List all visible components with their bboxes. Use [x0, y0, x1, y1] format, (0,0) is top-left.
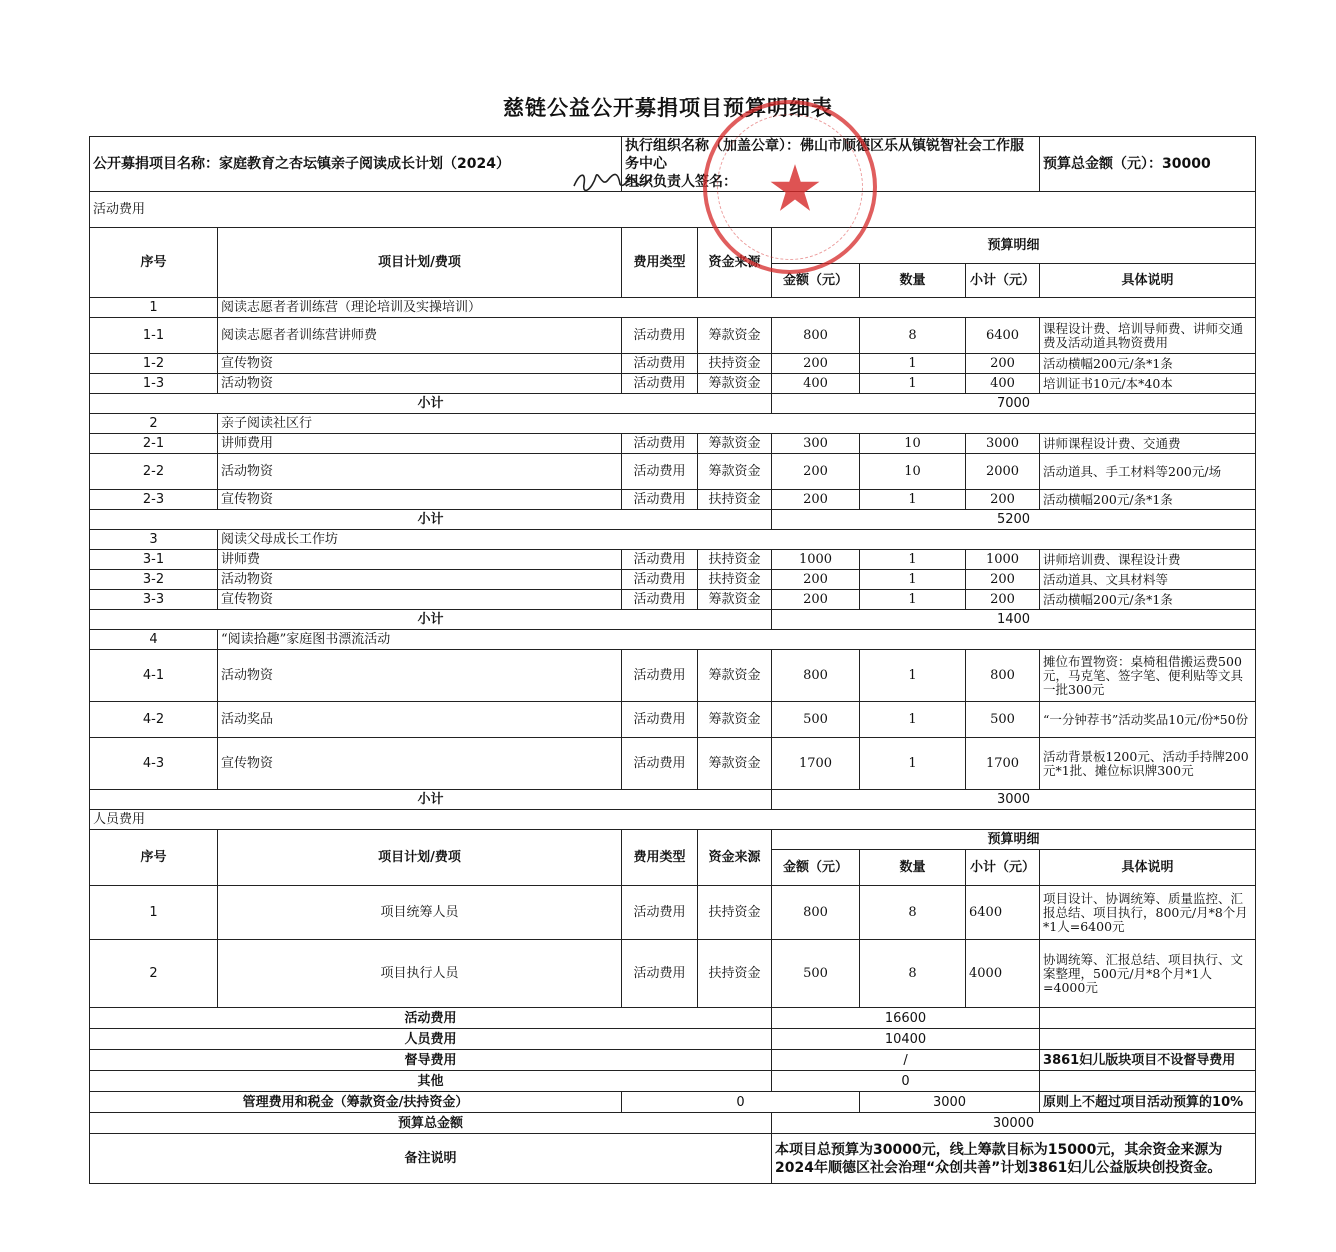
row-type: 活动费用: [622, 650, 698, 702]
row-type: 活动费用: [622, 374, 698, 394]
row-desc: 项目设计、协调统筹、质量监控、汇报总结、项目执行，800元/月*8个月*1人=6400元: [1040, 886, 1256, 940]
row-amount: 1000: [772, 550, 860, 570]
row-type: 活动费用: [622, 490, 698, 510]
subtotal-value: 5200: [772, 510, 1256, 530]
row-source: 筹款资金: [698, 650, 772, 702]
row-source: 筹款资金: [698, 318, 772, 354]
row-amount: 500: [772, 940, 860, 1008]
row-seq: 2-2: [90, 454, 218, 490]
row-type: 活动费用: [622, 550, 698, 570]
table-row: [90, 318, 1256, 354]
subtotal-value: 7000: [772, 394, 1256, 414]
col-amount: 金额（元）: [772, 264, 860, 298]
row-type: 活动费用: [622, 354, 698, 374]
summary-value: 16600: [772, 1008, 1040, 1029]
row-amount: 200: [772, 454, 860, 490]
row-subtotal: 400: [966, 374, 1040, 394]
row-item: 宣传物资: [218, 354, 622, 374]
summary-label: 其他: [90, 1071, 772, 1092]
org-cell: [622, 137, 1040, 192]
row-item: 活动物资: [218, 454, 622, 490]
row-source: 扶持资金: [698, 940, 772, 1008]
row-desc: “一分钟荐书”活动奖品10元/份*50份: [1040, 702, 1256, 738]
subtotal-row: [90, 790, 1256, 810]
mgmt-support-value: 3000: [860, 1092, 1040, 1113]
row-qty: 10: [860, 454, 966, 490]
table-row: [90, 550, 1256, 570]
row-amount: 1700: [772, 738, 860, 790]
row-item: 宣传物资: [218, 738, 622, 790]
summary-note: [1040, 1008, 1256, 1029]
page-title: 慈链公益公开募捐项目预算明细表: [503, 96, 833, 120]
personnel-section-label: 人员费用: [90, 810, 1256, 830]
row-qty: 1: [860, 354, 966, 374]
remark-row: [90, 1134, 1256, 1184]
summary-label: 管理费用和税金（筹款资金/扶持资金）: [90, 1092, 622, 1113]
row-desc: 摊位布置物资：桌椅租借搬运费500元，马克笔、签字笔、便利贴等文具一批300元: [1040, 650, 1256, 702]
summary-row: [90, 1029, 1256, 1050]
group-name: “阅读拾趣”家庭图书漂流活动: [218, 630, 1256, 650]
row-seq: 4-1: [90, 650, 218, 702]
row-desc: 讲师培训费、课程设计费: [1040, 550, 1256, 570]
row-type: 活动费用: [622, 570, 698, 590]
group-name: 亲子阅读社区行: [218, 414, 1256, 434]
group-row: [90, 298, 1256, 318]
col-seq: 序号: [90, 830, 218, 886]
row-amount: 500: [772, 702, 860, 738]
group-name: 阅读父母成长工作坊: [218, 530, 1256, 550]
col-item: 项目计划/费项: [218, 228, 622, 298]
summary-note: [1040, 1071, 1256, 1092]
row-amount: 800: [772, 650, 860, 702]
row-desc: 课程设计费、培训导师费、讲师交通费及活动道具物资费用: [1040, 318, 1256, 354]
row-item: 宣传物资: [218, 590, 622, 610]
row-amount: 200: [772, 590, 860, 610]
row-amount: 800: [772, 318, 860, 354]
row-source: 筹款资金: [698, 590, 772, 610]
table-row: [90, 454, 1256, 490]
group-row: [90, 530, 1256, 550]
group-seq: 4: [90, 630, 218, 650]
row-subtotal: 200: [966, 490, 1040, 510]
row-item: 项目统筹人员: [218, 886, 622, 940]
row-source: 筹款资金: [698, 738, 772, 790]
col-item: 项目计划/费项: [218, 830, 622, 886]
group-name: 阅读志愿者者训练营（理论培训及实操培训）: [218, 298, 1256, 318]
subtotal-label: 小计: [90, 394, 772, 414]
row-source: 筹款资金: [698, 374, 772, 394]
table-row: [90, 702, 1256, 738]
row-seq: 4-3: [90, 738, 218, 790]
row-source: 扶持资金: [698, 550, 772, 570]
row-source: 扶持资金: [698, 886, 772, 940]
remark-text: 本项目总预算为30000元，线上筹款目标为15000元，其余资金来源为2024年顺德区社会治理“众创共善”计划3861妇儿公益版块创投资金。: [772, 1134, 1256, 1184]
row-source: 扶持资金: [698, 354, 772, 374]
col-desc: 具体说明: [1040, 264, 1256, 298]
table-row: [90, 374, 1256, 394]
row-amount: 200: [772, 354, 860, 374]
col-source: 资金来源: [698, 228, 772, 298]
subtotal-label: 小计: [90, 510, 772, 530]
subtotal-value: 1400: [772, 610, 1256, 630]
row-qty: 10: [860, 434, 966, 454]
row-desc: 活动横幅200元/条*1条: [1040, 590, 1256, 610]
summary-label: 人员费用: [90, 1029, 772, 1050]
row-item: 活动奖品: [218, 702, 622, 738]
col-subtotal: 小计（元）: [966, 264, 1040, 298]
summary-label: 活动费用: [90, 1008, 772, 1029]
col-qty: 数量: [860, 264, 966, 298]
row-seq: 3-2: [90, 570, 218, 590]
row-desc: 活动道具、手工材料等200元/场: [1040, 454, 1256, 490]
row-type: 活动费用: [622, 940, 698, 1008]
row-type: 活动费用: [622, 738, 698, 790]
row-desc: 活动横幅200元/条*1条: [1040, 354, 1256, 374]
table-row: [90, 570, 1256, 590]
row-subtotal: 2000: [966, 454, 1040, 490]
row-seq: 1-3: [90, 374, 218, 394]
table-row: [90, 354, 1256, 374]
col-seq: 序号: [90, 228, 218, 298]
row-qty: 1: [860, 570, 966, 590]
summary-label: 预算总金额: [90, 1113, 772, 1134]
table-row: [90, 650, 1256, 702]
col-source: 资金来源: [698, 830, 772, 886]
row-qty: 8: [860, 886, 966, 940]
row-seq: 1: [90, 886, 218, 940]
row-seq: 1-1: [90, 318, 218, 354]
row-item: 阅读志愿者者训练营讲师费: [218, 318, 622, 354]
row-source: 扶持资金: [698, 490, 772, 510]
row-qty: 1: [860, 374, 966, 394]
row-subtotal: 200: [966, 354, 1040, 374]
col-type: 费用类型: [622, 830, 698, 886]
row-amount: 200: [772, 570, 860, 590]
row-type: 活动费用: [622, 434, 698, 454]
subtotal-row: [90, 510, 1256, 530]
row-subtotal: 6400: [966, 886, 1040, 940]
row-seq: 2-3: [90, 490, 218, 510]
row-subtotal: 1700: [966, 738, 1040, 790]
row-subtotal: 4000: [966, 940, 1040, 1008]
activity-section-label: 活动费用: [90, 192, 1256, 228]
summary-row: [90, 1008, 1256, 1029]
row-qty: 1: [860, 702, 966, 738]
col-qty: 数量: [860, 850, 966, 886]
summary-note: 3861妇儿版块项目不设督导费用: [1040, 1050, 1256, 1071]
col-amount: 金额（元）: [772, 850, 860, 886]
col-detail-group: 预算明细: [772, 228, 1256, 264]
row-source: 筹款资金: [698, 702, 772, 738]
summary-row: [90, 1113, 1256, 1134]
mgmt-fund-value: 0: [622, 1092, 860, 1113]
row-type: 活动费用: [622, 886, 698, 940]
summary-value: 10400: [772, 1029, 1040, 1050]
row-type: 活动费用: [622, 702, 698, 738]
row-subtotal: 500: [966, 702, 1040, 738]
subtotal-label: 小计: [90, 790, 772, 810]
row-seq: 1-2: [90, 354, 218, 374]
row-seq: 4-2: [90, 702, 218, 738]
col-desc: 具体说明: [1040, 850, 1256, 886]
row-subtotal: 200: [966, 570, 1040, 590]
row-source: 筹款资金: [698, 454, 772, 490]
subtotal-label: 小计: [90, 610, 772, 630]
row-item: 宣传物资: [218, 490, 622, 510]
col-detail-group: 预算明细: [772, 830, 1256, 850]
table-row: [90, 490, 1256, 510]
row-item: 讲师费用: [218, 434, 622, 454]
row-seq: 2: [90, 940, 218, 1008]
row-source: 筹款资金: [698, 434, 772, 454]
row-item: 活动物资: [218, 374, 622, 394]
row-amount: 400: [772, 374, 860, 394]
org-signer-label: 组织负责人签名：: [625, 174, 737, 190]
summary-note: 原则上不超过项目活动预算的10%: [1040, 1092, 1256, 1113]
row-subtotal: 3000: [966, 434, 1040, 454]
row-seq: 3-1: [90, 550, 218, 570]
group-seq: 2: [90, 414, 218, 434]
table-row: [90, 590, 1256, 610]
group-seq: 1: [90, 298, 218, 318]
table-row: [90, 940, 1256, 1008]
row-qty: 1: [860, 490, 966, 510]
row-desc: 活动道具、文具材料等: [1040, 570, 1256, 590]
remark-label: 备注说明: [90, 1134, 772, 1184]
row-subtotal: 200: [966, 590, 1040, 610]
row-item: 讲师费: [218, 550, 622, 570]
row-qty: 1: [860, 650, 966, 702]
project-name-cell: [90, 137, 622, 192]
row-qty: 8: [860, 940, 966, 1008]
summary-note: [1040, 1029, 1256, 1050]
row-seq: 2-1: [90, 434, 218, 454]
row-desc: 协调统筹、汇报总结、项目执行、文案整理，500元/月*8个月*1人=4000元: [1040, 940, 1256, 1008]
budget-table: [89, 136, 1256, 1184]
summary-row: [90, 1092, 1256, 1113]
summary-value: /: [772, 1050, 1040, 1071]
row-item: 活动物资: [218, 570, 622, 590]
table-row: [90, 886, 1256, 940]
row-subtotal: 800: [966, 650, 1040, 702]
row-desc: 培训证书10元/本*40本: [1040, 374, 1256, 394]
row-item: 项目执行人员: [218, 940, 622, 1008]
row-desc: 讲师课程设计费、交通费: [1040, 434, 1256, 454]
row-type: 活动费用: [622, 454, 698, 490]
row-type: 活动费用: [622, 590, 698, 610]
row-amount: 800: [772, 886, 860, 940]
row-type: 活动费用: [622, 318, 698, 354]
row-amount: 200: [772, 490, 860, 510]
table-row: [90, 434, 1256, 454]
project-name: 公开募捐项目名称：家庭教育之杏坛镇亲子阅读成长计划（2024）: [93, 156, 510, 172]
summary-value: 0: [772, 1071, 1040, 1092]
col-type: 费用类型: [622, 228, 698, 298]
row-seq: 3-3: [90, 590, 218, 610]
summary-value: 30000: [772, 1113, 1256, 1134]
total-budget: 预算总金额（元）：30000: [1043, 156, 1211, 172]
total-budget-cell: [1040, 137, 1256, 192]
row-item: 活动物资: [218, 650, 622, 702]
row-desc: 活动横幅200元/条*1条: [1040, 490, 1256, 510]
table-row: [90, 738, 1256, 790]
row-qty: 1: [860, 590, 966, 610]
group-row: [90, 414, 1256, 434]
summary-row: [90, 1050, 1256, 1071]
group-seq: 3: [90, 530, 218, 550]
subtotal-row: [90, 394, 1256, 414]
summary-row: [90, 1071, 1256, 1092]
row-subtotal: 1000: [966, 550, 1040, 570]
row-amount: 300: [772, 434, 860, 454]
col-subtotal: 小计（元）: [966, 850, 1040, 886]
subtotal-row: [90, 610, 1256, 630]
row-source: 扶持资金: [698, 570, 772, 590]
row-qty: 8: [860, 318, 966, 354]
row-desc: 活动背景板1200元、活动手持牌200元*1批、摊位标识牌300元: [1040, 738, 1256, 790]
summary-label: 督导费用: [90, 1050, 772, 1071]
row-subtotal: 6400: [966, 318, 1040, 354]
org-name: 执行组织名称（加盖公章）：佛山市顺德区乐从镇锐智社会工作服务中心: [625, 138, 1024, 172]
subtotal-value: 3000: [772, 790, 1256, 810]
row-qty: 1: [860, 550, 966, 570]
row-qty: 1: [860, 738, 966, 790]
group-row: [90, 630, 1256, 650]
